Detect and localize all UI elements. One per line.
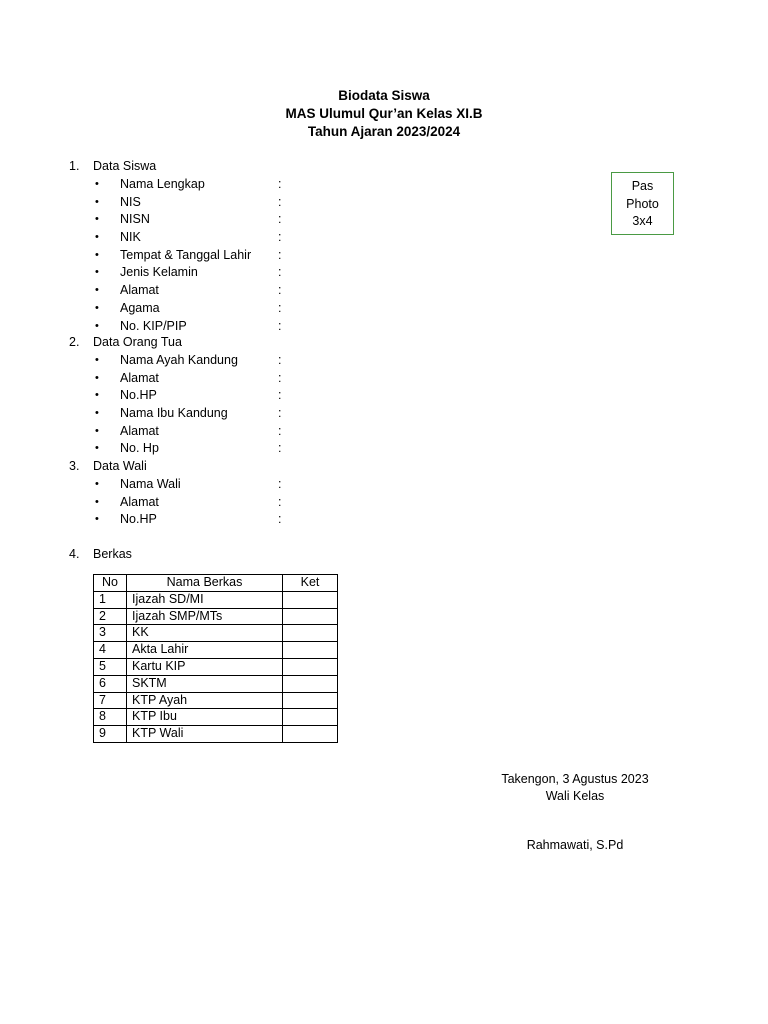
berkas-name: KTP Wali	[127, 726, 283, 743]
table-row	[94, 726, 338, 743]
academic-year: Tahun Ajaran 2023/2024	[307, 124, 461, 139]
berkas-table	[93, 574, 338, 743]
ket-cell	[283, 591, 338, 608]
section-number: 4.	[69, 547, 80, 561]
field-colon: :	[278, 353, 282, 367]
table-row	[94, 675, 338, 692]
ket-cell	[283, 726, 338, 743]
field-colon: :	[278, 318, 282, 333]
berkas-table-body	[94, 591, 338, 742]
berkas-name: Ijazah SMP/MTs	[127, 608, 283, 625]
bullet-icon: •	[95, 354, 99, 366]
pas-photo-box	[611, 172, 674, 235]
field-label: Nama Ibu Kandung	[120, 406, 228, 421]
section-title: Data Wali	[93, 459, 147, 473]
row-number: 4	[94, 642, 127, 659]
field-label: NIK	[120, 230, 141, 245]
table-row	[94, 642, 338, 659]
ket-cell	[283, 658, 338, 675]
row-number: 6	[94, 675, 127, 692]
field-label: No.HP	[120, 512, 157, 527]
bullet-icon: •	[95, 231, 99, 244]
section-data-siswa	[69, 158, 156, 176]
field-colon: :	[278, 441, 282, 456]
school-name: MAS Ulumul Qur’an Kelas XI.B	[285, 106, 483, 121]
ket-cell	[283, 608, 338, 625]
signer-name: Rahmawati, S.Pd	[526, 838, 624, 852]
field-label: Tempat & Tanggal Lahir	[120, 247, 252, 262]
section-title: Berkas	[93, 547, 132, 561]
berkas-name: Ijazah SD/MI	[127, 591, 283, 608]
bullet-icon: •	[95, 178, 99, 190]
place-date: Takengon, 3 Agustus 2023	[501, 772, 649, 786]
field-label: NIS	[120, 194, 141, 209]
section-data-wali	[69, 458, 147, 476]
row-number: 3	[94, 625, 127, 642]
bullet-icon: •	[95, 424, 99, 437]
row-number: 1	[94, 591, 127, 608]
field-label: Alamat	[120, 370, 159, 385]
field-label: Alamat	[120, 494, 159, 509]
section-number: 3.	[69, 459, 80, 473]
field-label: NISN	[120, 212, 150, 227]
field-label: Alamat	[120, 283, 159, 298]
field-colon: :	[278, 283, 282, 298]
ket-cell	[283, 692, 338, 709]
header-nama-berkas: Nama Berkas	[127, 575, 283, 592]
field-label: Nama Wali	[120, 477, 181, 491]
field-label: Agama	[120, 300, 160, 315]
field-colon: :	[278, 212, 282, 227]
bullet-icon: •	[95, 442, 99, 455]
field-colon: :	[278, 265, 282, 280]
field-colon: :	[278, 512, 282, 527]
bullet-icon: •	[95, 319, 99, 332]
bullet-icon: •	[95, 301, 99, 314]
bullet-icon: •	[95, 478, 99, 490]
section-berkas	[69, 546, 132, 564]
section-title: Data Siswa	[93, 159, 157, 173]
field-colon: :	[278, 300, 282, 315]
field-colon: :	[278, 494, 282, 509]
section-title: Data Orang Tua	[93, 335, 182, 349]
photo-label-line2: Photo	[626, 196, 659, 211]
row-number: 7	[94, 692, 127, 709]
row-number: 2	[94, 608, 127, 625]
doc-title: Biodata Siswa	[338, 88, 430, 103]
field-label: Nama Lengkap	[120, 177, 205, 191]
row-number: 9	[94, 726, 127, 743]
bullet-icon: •	[95, 248, 99, 261]
bullet-icon: •	[95, 407, 99, 420]
photo-label-line1: Pas	[631, 179, 654, 193]
field-colon: :	[278, 177, 282, 191]
ket-cell	[283, 709, 338, 726]
table-row	[94, 692, 338, 709]
field-colon: :	[278, 230, 282, 245]
field-colon: :	[278, 477, 282, 491]
bullet-icon: •	[95, 495, 99, 508]
berkas-name: Kartu KIP	[127, 658, 283, 675]
bullet-icon: •	[95, 284, 99, 297]
field-label: Nama Ayah Kandung	[120, 353, 238, 367]
table-header-row	[94, 575, 338, 592]
photo-label-line3: 3x4	[632, 214, 653, 228]
field-label: No.HP	[120, 388, 157, 403]
field-colon: :	[278, 406, 282, 421]
table-row	[94, 658, 338, 675]
bullet-icon: •	[95, 266, 99, 279]
field-label: No. KIP/PIP	[120, 318, 187, 333]
field-label: No. Hp	[120, 441, 159, 456]
row-number: 8	[94, 709, 127, 726]
field-label: Alamat	[120, 423, 159, 438]
field-colon: :	[278, 194, 282, 209]
section-number: 1.	[69, 159, 80, 173]
bullet-icon: •	[95, 213, 99, 226]
header-ket: Ket	[283, 575, 338, 592]
field-colon: :	[278, 388, 282, 403]
section-number: 2.	[69, 335, 80, 349]
table-row	[94, 608, 338, 625]
field-colon: :	[278, 247, 282, 262]
berkas-name: SKTM	[127, 675, 283, 692]
bullet-icon: •	[95, 195, 99, 208]
berkas-name: KTP Ayah	[127, 692, 283, 709]
field-colon: :	[278, 370, 282, 385]
table-row	[94, 709, 338, 726]
field-colon: :	[278, 423, 282, 438]
berkas-name: KTP Ibu	[127, 709, 283, 726]
berkas-name: Akta Lahir	[127, 642, 283, 659]
header-no: No	[94, 575, 127, 592]
berkas-name: KK	[127, 625, 283, 642]
field-label: Jenis Kelamin	[120, 265, 198, 280]
ket-cell	[283, 625, 338, 642]
row-number: 5	[94, 658, 127, 675]
section-data-orang-tua	[69, 334, 182, 352]
bullet-icon: •	[95, 389, 99, 402]
table-row	[94, 591, 338, 608]
bullet-icon: •	[95, 513, 99, 526]
ket-cell	[283, 642, 338, 659]
table-row	[94, 625, 338, 642]
signer-role: Wali Kelas	[545, 789, 605, 803]
bullet-icon: •	[95, 371, 99, 384]
ket-cell	[283, 675, 338, 692]
